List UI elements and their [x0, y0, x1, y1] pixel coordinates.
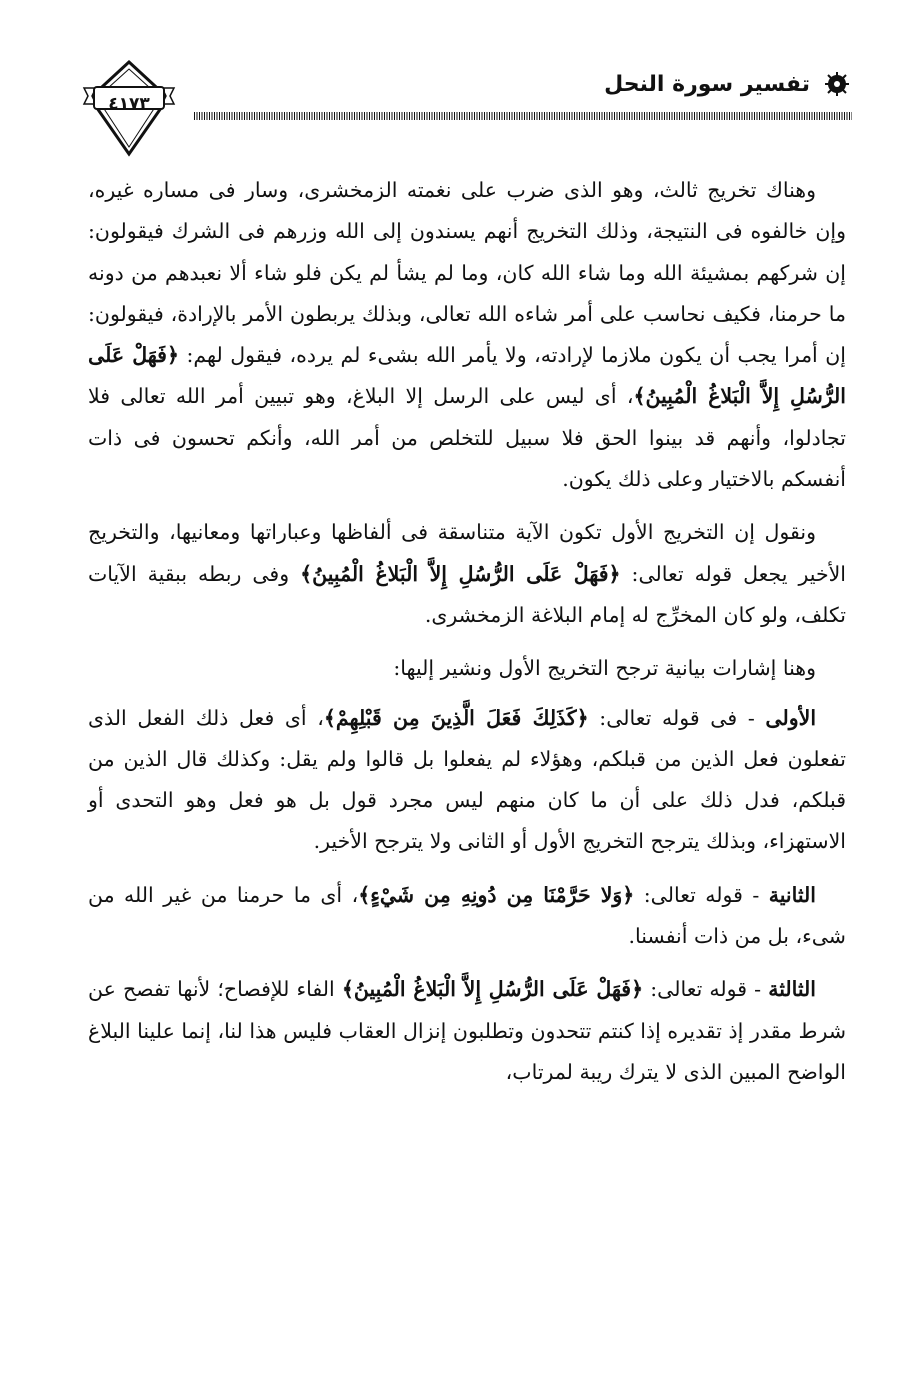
page-number-badge: [82, 58, 176, 158]
text: وهنا إشارات بيانية ترجح التخريج الأول ونشير إليها:: [393, 656, 816, 681]
point-heading: الأولى: [765, 705, 817, 730]
paragraph-6: [88, 969, 846, 1093]
paragraph-5: [88, 875, 846, 958]
book-title: تفسير سورة النحل: [604, 71, 810, 97]
paragraph-2: [88, 512, 846, 636]
text: ، أى ما حرمنا من غير الله من شىء، بل من ذات أنفسنا.: [88, 882, 846, 949]
text: وفى ربطه ببقية الآيات تكلف، ولو كان المخرِّج له إمام البلاغة الزمخشرى.: [88, 561, 846, 627]
point-heading: الثالثة: [768, 977, 816, 1002]
quran-verse: ﴿كَذَلِكَ فَعَلَ الَّذِينَ مِن قَبْلِهِمْ﴾: [323, 705, 589, 730]
page-number: ٤١٧٣: [108, 94, 150, 114]
quran-verse: ﴿فَهَلْ عَلَى الرُّسُلِ إِلاَّ الْبَلاغُ الْمُبِينُ﴾: [88, 343, 846, 409]
paragraph-4: [88, 698, 846, 863]
text: ، أى فعل ذلك الفعل الذى تفعلون فعل الذين من قبلكم، وهؤلاء لم يفعلوا بل قالوا ولم يقل: وكذلك قال الذين من قبلكم، فدل ذلك على أن ما كان منهم ليس مجرد قول بل هو فعل وهو التحدى أو الاستهزاء، وبذلك يترجح التخريج الأول أو الثانى ولا يترجح الأخير.: [88, 705, 846, 854]
text: ونقول إن التخريج الأول تكون الآية متناسقة فى ألفاظها وعباراتها ومعانيها، والتخريج الأخير يجعل قوله تعالى:: [88, 520, 847, 586]
text: - قوله تعالى:: [634, 882, 769, 907]
header-rule: [194, 112, 852, 120]
page-body: [88, 170, 846, 1105]
text: - فى قوله تعالى:: [588, 705, 766, 730]
text: - قوله تعالى:: [643, 977, 769, 1002]
text: ، أى ليس على الرسل إلا البلاغ، وهو تبيين أمر الله تعالى فلا تجادلوا، وأنهم قد بينوا الحق فلا سبيل للتخلص من أمر الله، وأنكم تحسون فى ذات أنفسكم بالاختيار وعلى ذلك يكون.: [88, 384, 846, 492]
point-heading: الثانية: [768, 882, 816, 907]
quran-verse: ﴿فَهَلْ عَلَى الرُّسُلِ إِلاَّ الْبَلاغُ الْمُبِينُ﴾: [300, 561, 621, 586]
quran-verse: ﴿وَلا حَرَّمْنَا مِن دُونِهِ مِن شَيْءٍ﴾: [358, 882, 635, 907]
page-header: [82, 58, 852, 158]
text: وهناك تخريج ثالث، وهو الذى ضرب على نغمته الزمخشرى، وسار فى مساره غيره، وإن خالفوه فى النتيجة، وذلك التخريج أنهم يسندون إلى الله وزرهم فى الشرك فيقولون: إن شركهم بمشيئة الله وما شاء الله كان، وما لم يشأ لم يكن فلو شاء ألا نعبدهم من دونه ما حرمنا، فكيف نحاسب على أمر شاءه الله تعالى، وبذلك يربطون الأمر بالإرادة، فيقولون: إن أمرا يجب أن يكون ملازما لإرادته، ولا يأمر الله بشىء لم يرده، فيقول لهم:: [88, 178, 846, 368]
quran-verse: ﴿فَهَلْ عَلَى الرُّسُلِ إِلاَّ الْبَلاغُ الْمُبِينُ﴾: [341, 977, 644, 1002]
paragraph-1: [88, 170, 846, 500]
paragraph-3: [88, 648, 846, 689]
text: الفاء للإفصاح؛ لأنها تفصح عن شرط مقدر إذ تقديره إذا كنتم تتحدون وتطلبون إنزال العقاب فليس هذا لنا، إنما علينا البلاغ الواضح المبين الذى لا يترك ريبة لمرتاب،: [88, 977, 846, 1084]
flower-ornament-icon: [822, 71, 852, 97]
header-title-row: [604, 64, 852, 104]
